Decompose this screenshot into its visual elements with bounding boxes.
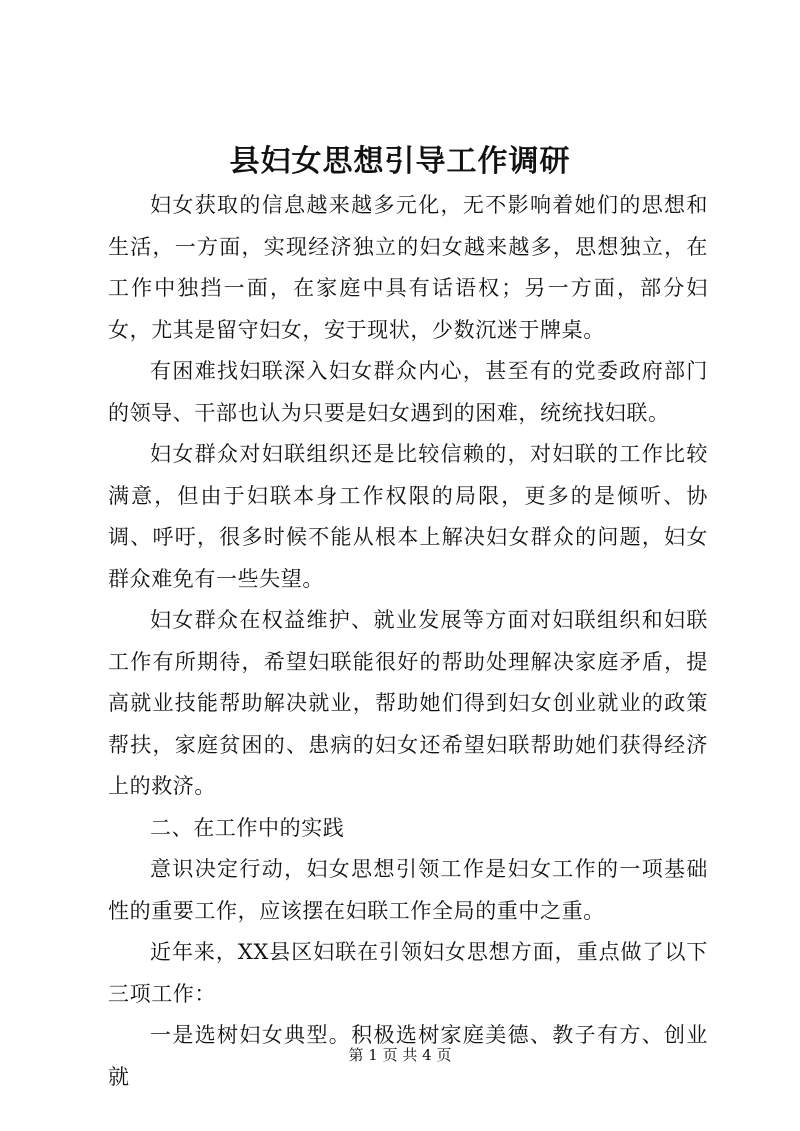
paragraph-2: 有困难找妇联深入妇女群众内心，甚至有的党委政府部门的领导、干部也认为只要是妇女遇到的困难，统统找妇联。 — [108, 359, 708, 425]
document-body — [108, 185, 708, 1098]
paragraph-3: 妇女群众对妇联组织还是比较信赖的，对妇联的工作比较满意，但由于妇联本身工作权限的局限，更多的是倾听、协调、呼吁，很多时候不能从根本上解决妇女群众的问题，妇女群众难免有一些失望。 — [108, 442, 708, 591]
page-number-footer: 第 1 页 共 4 页 — [348, 1046, 452, 1064]
paragraph-4: 妇女群众在权益维护、就业发展等方面对妇联组织和妇联工作有所期待，希望妇联能很好的帮助处理解决家庭矛盾，提高就业技能帮助解决就业，帮助她们得到妇女创业就业的政策帮扶，家庭贫困的、患病的妇女还希望妇联帮助她们获得经济上的救济。 — [108, 608, 708, 798]
section-heading: 二、在工作中的实践 — [150, 815, 345, 840]
paragraph-7: 一是选树妇女典型。积极选树家庭美德、教子有方、创业就 — [108, 1023, 708, 1089]
document-title: 县妇女思想引导工作调研 — [229, 144, 571, 179]
paragraph-6: 近年来，XX县区妇联在引领妇女思想方面，重点做了以下三项工作： — [108, 940, 708, 1006]
paragraph-5: 意识决定行动，妇女思想引领工作是妇女工作的一项基础性的重要工作，应该摆在妇联工作全局的重中之重。 — [108, 857, 708, 923]
paragraph-1: 妇女获取的信息越来越多元化，无不影响着她们的思想和生活，一方面，实现经济独立的妇女越来越多，思想独立，在工作中独挡一面，在家庭中具有话语权；另一方面，部分妇女，尤其是留守妇女，安于现状，少数沉迷于牌桌。 — [108, 193, 708, 342]
